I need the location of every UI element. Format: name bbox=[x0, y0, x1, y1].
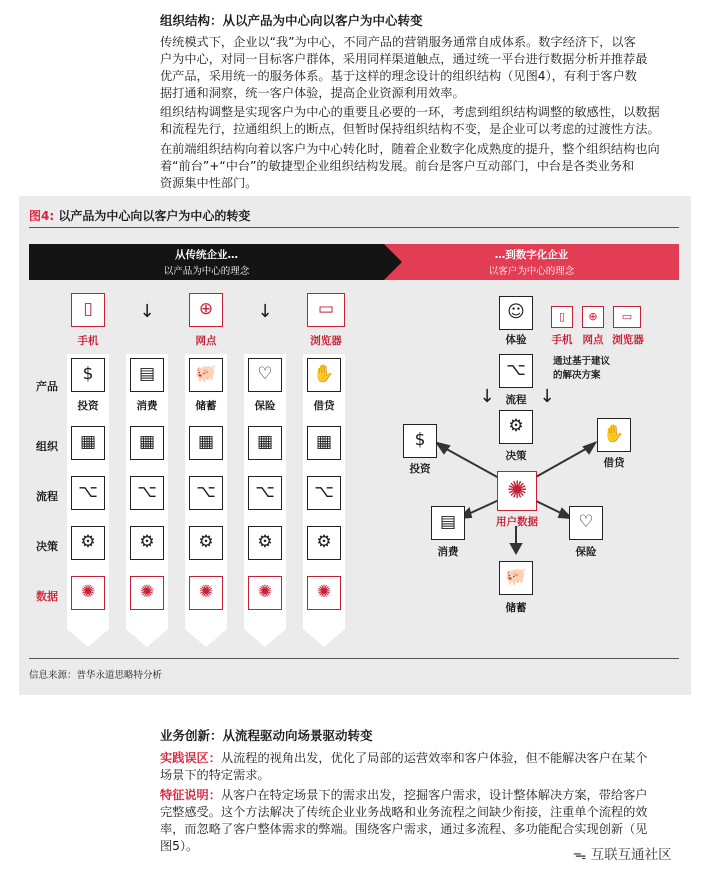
product-label: 保险 bbox=[254, 400, 276, 412]
wechat-icon: ᯓ bbox=[573, 847, 587, 863]
arrow-down-icon: ↓ bbox=[479, 386, 495, 407]
row-label-organization: 组织 bbox=[36, 440, 58, 453]
text-line: 户为中心，对同一目标客户群体，采用同样渠道触点，通过统一平台进行数据分析并推荐最 bbox=[160, 52, 648, 66]
item-practice-pitfall bbox=[160, 750, 695, 784]
process-icon bbox=[130, 476, 164, 510]
arrow-down-icon: ↓ bbox=[257, 301, 273, 322]
data-network-icon-glyph: ✺ bbox=[198, 582, 214, 602]
head-gear-icon bbox=[71, 526, 105, 560]
text-line: 优产品，采用统一的服务体系。基于这样的理念设计的组织结构（见图4），有利于客户数 bbox=[160, 69, 637, 83]
text-line: 完整感受。这个方法解决了传统企业业务战略和业务流程之间缺少衔接，注重单个流程的效 bbox=[160, 805, 648, 819]
piggy-bank-icon bbox=[189, 358, 223, 392]
text-line: 着“前台”+“中台”的敏捷型企业组织结构发展。前台是客户互动部门，中台是各类业务和 bbox=[160, 159, 635, 173]
product-label: 借贷 bbox=[313, 400, 335, 412]
hub-spokes bbox=[19, 196, 691, 695]
product-label: 储蓄 bbox=[195, 400, 217, 412]
data-network-icon bbox=[307, 576, 341, 610]
process-icon: ⌥ bbox=[499, 354, 533, 388]
process-label: 流程 bbox=[505, 394, 527, 406]
handshake-icon: ✋ bbox=[597, 418, 631, 452]
hands-heart-icon: ♡ bbox=[569, 506, 603, 540]
piggy-bank-icon: 🐖 bbox=[499, 561, 533, 595]
process-icon-glyph: ⌥ bbox=[196, 482, 216, 502]
head-gear-icon bbox=[189, 526, 223, 560]
org-chart-icon-glyph: ▦ bbox=[79, 432, 97, 452]
text-line: 和流程先行，拉通组织上的断点，但暂时保持组织结构不变，是企业可以考虑的过渡性方法。 bbox=[160, 122, 660, 136]
node-label-loan: 借贷 bbox=[603, 457, 625, 469]
arrow-down-icon: ↓ bbox=[139, 301, 155, 322]
banner-title: …到数字化企业 bbox=[494, 249, 569, 261]
piggy-bank-icon-glyph: 🐖 bbox=[195, 364, 217, 384]
node-label-savings: 储蓄 bbox=[505, 602, 527, 614]
node-label-consumption: 消费 bbox=[437, 546, 459, 558]
handshake-icon bbox=[307, 358, 341, 392]
node-label-insurance: 保险 bbox=[575, 546, 597, 558]
banner-subtitle: 以产品为中心的理念 bbox=[163, 266, 250, 277]
process-icon-glyph: ⌥ bbox=[314, 482, 334, 502]
text-line: 场景下的特定需求。 bbox=[160, 768, 270, 782]
text-line: 从客户在特定场景下的需求出发，挖掘客户需求，设计整体解决方案，带给客户 bbox=[220, 788, 648, 802]
channel-label-branch: 网点 bbox=[195, 335, 217, 347]
money-icon: $ bbox=[403, 424, 437, 458]
text-line: 率，而忽略了客户整体需求的弊端。围绕客户需求，通过多流程、多功能配合实现创新（见 bbox=[160, 822, 648, 836]
figure-title-text: 以产品为中心向以客户为中心的转变 bbox=[58, 209, 251, 223]
org-chart-icon-glyph: ▦ bbox=[256, 432, 274, 452]
globe-icon: ⊕ bbox=[582, 306, 604, 328]
head-gear-icon-glyph: ⚙ bbox=[80, 532, 96, 552]
process-icon bbox=[248, 476, 282, 510]
head-gear-icon-glyph: ⚙ bbox=[198, 532, 214, 552]
watermark-text: 互联互通社区 bbox=[590, 847, 672, 863]
org-chart-icon-glyph: ▦ bbox=[197, 432, 215, 452]
process-icon-glyph: ⌥ bbox=[137, 482, 157, 502]
org-chart-icon-glyph: ▦ bbox=[138, 432, 156, 452]
figure-source: 信息来源：普华永道思略特分析 bbox=[29, 670, 163, 681]
hands-heart-icon-glyph: ♡ bbox=[257, 364, 273, 384]
money-icon-glyph: $ bbox=[82, 364, 94, 384]
item-label: 特征说明： bbox=[160, 788, 221, 802]
text-line: 图5）。 bbox=[160, 839, 199, 853]
text-line: 资源集中性部门。 bbox=[160, 176, 258, 190]
paragraph-2 bbox=[160, 104, 695, 138]
product-label: 投资 bbox=[77, 400, 99, 412]
card-icon: ▤ bbox=[431, 506, 465, 540]
watermark bbox=[573, 843, 672, 863]
head-gear-icon: ⚙ bbox=[499, 410, 533, 444]
org-chart-icon bbox=[189, 426, 223, 460]
text-line: 在前端组织结构向着以客户为中心转化时，随着企业数字化成熟度的提升，整个组织结构也向 bbox=[160, 142, 660, 156]
head-gear-icon bbox=[130, 526, 164, 560]
text-line: 据打通和洞察，统一客户体验，提高企业资源利用效率。 bbox=[160, 86, 465, 100]
node-label-investment: 投资 bbox=[409, 463, 431, 475]
org-chart-icon bbox=[71, 426, 105, 460]
text-line: 传统模式下，企业以“我”为中心，不同产品的营销服务通常自成体系。数字经济下，以客 bbox=[160, 35, 636, 49]
data-network-icon bbox=[189, 576, 223, 610]
column-arrow-icon bbox=[244, 629, 286, 647]
data-network-icon-glyph: ✺ bbox=[80, 582, 96, 602]
row-label-decision: 决策 bbox=[36, 540, 58, 553]
note-line: 通过基于建议 bbox=[553, 356, 611, 367]
org-chart-icon-glyph: ▦ bbox=[315, 432, 333, 452]
handshake-icon-glyph: ✋ bbox=[313, 364, 335, 384]
org-chart-icon bbox=[130, 426, 164, 460]
item-label: 实践误区： bbox=[160, 751, 221, 765]
experience-label: 体验 bbox=[505, 334, 527, 346]
card-icon-glyph: ▤ bbox=[138, 364, 156, 384]
data-network-icon-glyph: ✺ bbox=[257, 582, 273, 602]
decision-label: 决策 bbox=[505, 450, 527, 462]
process-icon bbox=[71, 476, 105, 510]
money-icon bbox=[71, 358, 105, 392]
process-icon bbox=[189, 476, 223, 510]
column-arrow-icon bbox=[185, 629, 227, 647]
mobile-icon: ▯ bbox=[71, 293, 105, 327]
head-gear-icon-glyph: ⚙ bbox=[316, 532, 332, 552]
text-line: 组织结构调整是实现客户为中心的重要且必要的一环，考虑到组织结构调整的敏感性，以数据 bbox=[160, 105, 660, 119]
laptop-icon: ▭ bbox=[613, 306, 641, 328]
card-icon bbox=[130, 358, 164, 392]
arrow-down-icon: ↓ bbox=[539, 386, 555, 407]
data-network-icon bbox=[130, 576, 164, 610]
row-label-process: 流程 bbox=[36, 490, 58, 503]
column-arrow-icon bbox=[303, 629, 345, 647]
process-icon bbox=[307, 476, 341, 510]
data-network-icon bbox=[71, 576, 105, 610]
process-icon-glyph: ⌥ bbox=[255, 482, 275, 502]
data-network-icon bbox=[248, 576, 282, 610]
hands-heart-icon bbox=[248, 358, 282, 392]
column-arrow-icon bbox=[126, 629, 168, 647]
org-chart-icon bbox=[248, 426, 282, 460]
section-heading: 业务创新：从流程驱动向场景驱动转变 bbox=[160, 728, 373, 743]
mobile-icon: ▯ bbox=[551, 306, 573, 328]
globe-icon: ⊕ bbox=[189, 293, 223, 327]
divider bbox=[29, 658, 679, 659]
channel-label-branch: 网点 bbox=[582, 334, 604, 346]
banner-subtitle: 以客户为中心的理念 bbox=[488, 266, 575, 277]
column-arrow-icon bbox=[67, 629, 109, 647]
row-label-product: 产品 bbox=[36, 380, 58, 393]
channel-label-browser: 浏览器 bbox=[310, 335, 342, 347]
note-line: 的解决方案 bbox=[553, 370, 601, 381]
process-icon-glyph: ⌥ bbox=[78, 482, 98, 502]
section-heading: 组织结构：从以产品为中心向以客户为中心转变 bbox=[160, 13, 423, 28]
org-chart-icon bbox=[307, 426, 341, 460]
channel-label-browser: 浏览器 bbox=[612, 334, 644, 346]
head-gear-icon-glyph: ⚙ bbox=[257, 532, 273, 552]
head-gear-icon bbox=[248, 526, 282, 560]
paragraph-3 bbox=[160, 141, 695, 192]
head-gear-icon bbox=[307, 526, 341, 560]
paragraph-1 bbox=[160, 34, 695, 102]
user-data-label: 用户数据 bbox=[496, 516, 538, 528]
data-network-icon-glyph: ✺ bbox=[139, 582, 155, 602]
product-label: 消费 bbox=[136, 400, 158, 412]
text-line: 从流程的视角出发，优化了局部的运营效率和客户体验，但不能解决客户在某个 bbox=[220, 751, 648, 765]
channel-label-mobile: 手机 bbox=[77, 335, 99, 347]
data-network-icon-glyph: ✺ bbox=[316, 582, 332, 602]
row-label-data: 数据 bbox=[36, 590, 58, 603]
channel-label-mobile: 手机 bbox=[551, 334, 573, 346]
user-data-network-icon: ✺ bbox=[497, 471, 537, 511]
banner-title: 从传统企业… bbox=[175, 249, 238, 261]
figure-label: 图4: bbox=[29, 209, 55, 223]
figure-4 bbox=[19, 196, 691, 695]
laptop-icon: ▭ bbox=[307, 293, 345, 327]
head-gear-icon-glyph: ⚙ bbox=[139, 532, 155, 552]
people-icon: ☺ bbox=[499, 296, 533, 330]
